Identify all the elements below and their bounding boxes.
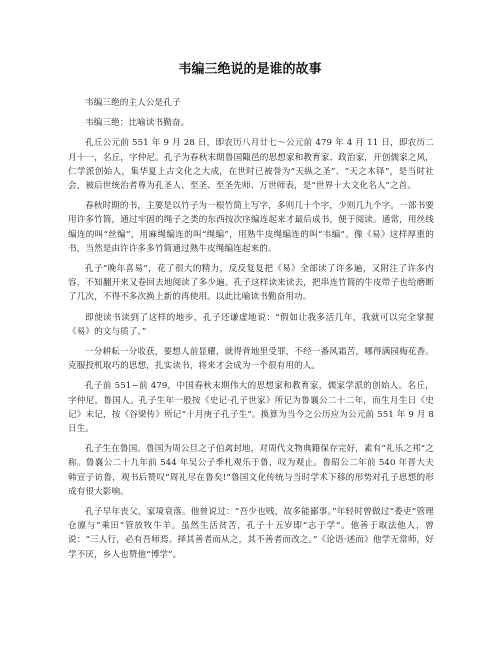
paragraph: 韦编三绝的主人公是孔子: [85, 98, 181, 108]
paragraph: 孔子早年丧父，家境衰落。他曾说过：“吾少也贱，故多能鄙事。”年轻时曾做过“委吏”管理仓廪与“乘田”管放牧牛羊。虽然生活贫苦，孔子十五岁即“志于学”。他善于取法他人，曾说：“三人行，必有吾师焉。择其善者而从之，其不善者而改之。”《论语·述而》他学无常师，好学不厌，乡人也赞他“博学”。: [68, 507, 434, 560]
paragraph: 一分耕耘一分收获，要想人前显耀，就得背地里受罪，不经一番风霜苦，哪得满园梅花香。克服投机取巧的思想，扎实读书，将来才会成为一个很有用的人。: [68, 347, 434, 372]
article-body: [68, 96, 434, 568]
paragraph: 孔丘公元前 551 年 9 月 28 日，即农历八月廿七～公元前 479 年 4 月 11 日，即农历二月十一，名丘，字仲尼。孔子为春秋末期鲁国陬邑的思想家和教育家、政治家，开创儒家之风，仁学派创始人，集华夏上古文化之大成，在世时已被誉为“天纵之圣”、“天之木铎”，是当时社会，被后世统治者尊为孔圣人、至圣、至圣先师、万世师表，是“世界十大文化名人”之首。: [68, 138, 434, 192]
paragraph: 孔子前 551−前 479，中国春秋末期伟大的思想家和教育家，儒家学派的创始人。名丘，字仲尼，鲁国人。孔子生年一般按《史记·孔子世家》所记为鲁襄公二十二年，而生月生日《史记》未记，按《谷梁传》所记“十月庚子孔子生”。换算为当今之公历应为公元前 551 年 9 月 8 日生。: [68, 381, 434, 435]
paragraph: 韦编三绝：比喻读书勤奋。: [85, 118, 190, 129]
paragraph: 孔子生在鲁国。鲁国为周公旦之子伯禽封地，对周代文物典籍保存完好，素有“礼乐之邦”之称。鲁襄公二十九年前 544 年吴公子季札观乐于鲁，叹为观止。鲁昭公二年前 540 年晋大夫韩宣子访鲁，观书后赞叹“周礼尽在鲁矣!”鲁国文化传统与当时学术下移的形势对孔子思想的形成有很大影响。: [68, 444, 434, 497]
paragraph: 孔子“晚年喜易”，花了很大的精力，反反复复把《易》全部读了许多遍，又附注了许多内容，不知翻开来又卷回去地阅读了多少遍。孔子这样读来读去，把串连竹简的牛皮带子也给磨断了几次，不得不多次换上新的再使用。以此比喻读书勤奋用功。: [68, 264, 434, 303]
page-title: 韦编三绝说的是谁的故事: [178, 62, 322, 77]
paragraph: 即使读书读到了这样的地步，孔子还谦虚地说：“假如让我多活几年，我就可以完全掌握《易》的文与质了。”: [68, 312, 434, 337]
paragraph: 春秋时期的书，主要是以竹子为一根竹简上写字，多则几十个字，少则几九个字。一部书要用许多竹简，通过牢固的绳子之类的东西按次序编连起来才最后成书，便于阅读。通常，用丝线编连的叫“丝编”，用麻绳编连的叫“绳编”，用熟牛皮绳编连的叫“韦编”。像《易》这样厚重的书，当然是由许许多多竹简通过熟牛皮绳编连起来的。: [68, 201, 434, 254]
